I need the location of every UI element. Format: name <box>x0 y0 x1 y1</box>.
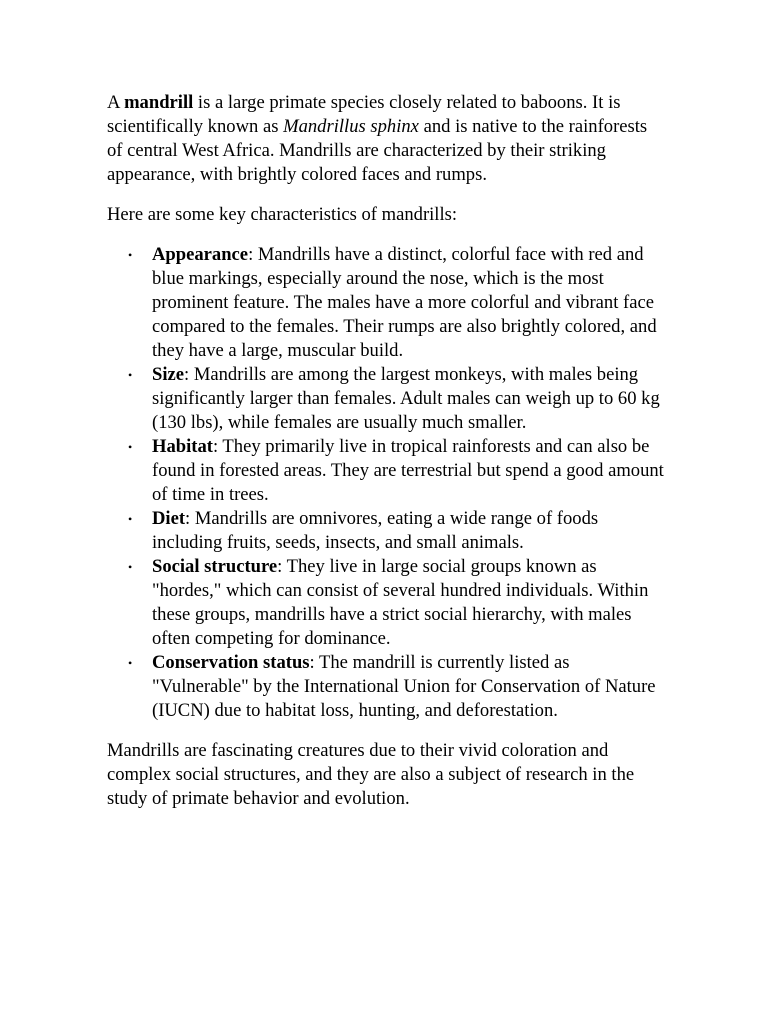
list-item-social-structure <box>128 555 667 651</box>
list-item-size <box>128 363 667 435</box>
intro-article: A <box>107 92 125 113</box>
bullet-icon: • <box>128 248 133 262</box>
item-term: Habitat <box>152 436 213 457</box>
intro-text-2: and is native to the rainforests of central West Africa. Mandrills are characterized by their striking appearance, with brightly colored faces and rumps. <box>107 116 648 185</box>
conclusion-paragraph: Mandrills are fascinating creatures due to their vivid coloration and complex social structures, and they are also a subject of research in the study of primate behavior and evolution. <box>107 740 635 809</box>
item-term: Size <box>152 364 185 385</box>
item-text: : They live in large social groups known as "hordes," which can consist of several hundred individuals. Within these groups, mandrills have a strict social hierarchy, with males often competing for dominance. <box>152 556 649 649</box>
intro-paragraph <box>107 91 667 187</box>
item-text: : Mandrills have a distinct, colorful face with red and blue markings, especially around the nose, which is the most prominent feature. The males have a more colorful and vibrant face compared to the females. Their rumps are also brightly colored, and they have a large, muscular build. <box>152 244 657 361</box>
lead-in-paragraph: Here are some key characteristics of mandrills: <box>107 204 458 225</box>
bullet-icon: • <box>128 440 133 454</box>
document-page <box>107 91 667 827</box>
item-term: Social structure <box>152 556 278 577</box>
bullet-icon: • <box>128 656 133 670</box>
intro-text-1: is a large primate species closely related to baboons. It is scientifically known as <box>107 92 621 137</box>
item-text: : Mandrills are omnivores, eating a wide range of foods including fruits, seeds, insects, and small animals. <box>152 508 599 553</box>
scientific-name: Mandrillus sphinx <box>283 116 419 137</box>
bullet-icon: • <box>128 512 133 526</box>
item-text: : They primarily live in tropical rainforests and can also be found in forested areas. They are terrestrial but spend a good amount of time in trees. <box>152 436 664 505</box>
list-item-diet <box>128 507 667 555</box>
list-item-appearance <box>128 243 667 363</box>
list-item-conservation-status <box>128 651 667 723</box>
item-text: : The mandrill is currently listed as "Vulnerable" by the International Union for Conservation of Nature (IUCN) due to habitat loss, hunting, and deforestation. <box>152 652 656 721</box>
item-term: Conservation status <box>152 652 310 673</box>
bullet-icon: • <box>128 560 133 574</box>
list-item-habitat <box>128 435 667 507</box>
item-text: : Mandrills are among the largest monkeys, with males being significantly larger than females. Adult males can weigh up to 60 kg (130 lbs), while females are usually much smaller. <box>152 364 660 433</box>
item-term: Appearance <box>152 244 249 265</box>
bullet-icon: • <box>128 368 133 382</box>
characteristics-list <box>107 243 667 723</box>
item-term: Diet <box>152 508 186 529</box>
intro-term: mandrill <box>124 92 194 113</box>
